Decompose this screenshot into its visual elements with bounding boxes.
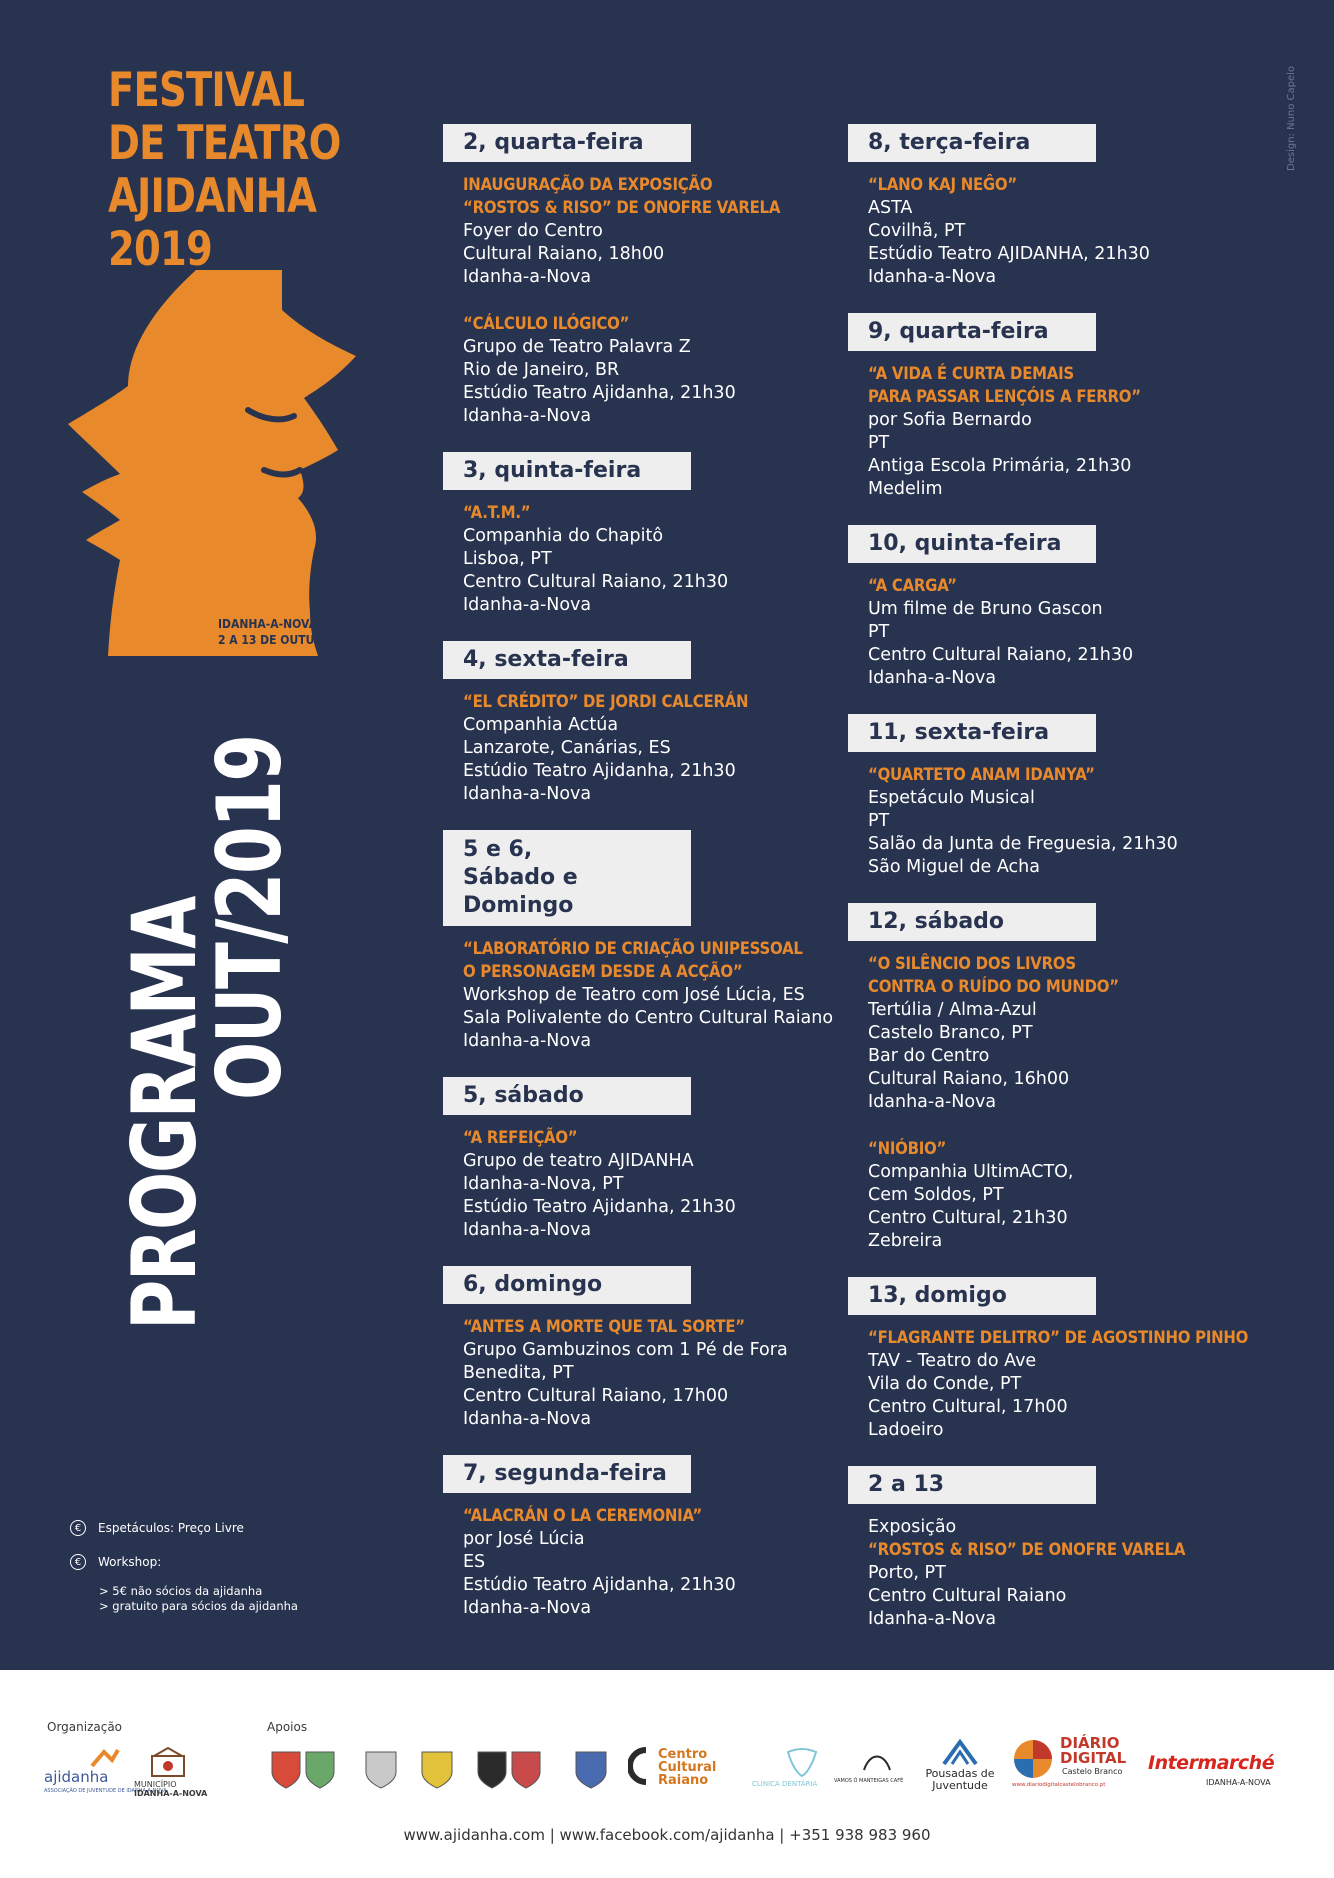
festival-title-line: 2019 — [108, 222, 212, 277]
event-detail: Benedita, PT — [463, 1363, 574, 1383]
schedule-column-1 — [443, 124, 853, 1644]
event-item — [443, 938, 853, 1053]
event-detail: Idanha-a-Nova — [868, 267, 997, 287]
event-title: “CÁLCULO ILÓGICO” — [463, 314, 630, 334]
ajidanha-logo: ajidanha ASSOCIAÇÃO DE JUVENTUDE DE IDANHA-A-NOVA — [44, 1748, 124, 1798]
organizacao-label: Organização — [47, 1720, 123, 1734]
event-type: Exposição — [868, 1517, 957, 1537]
event-detail: Workshop de Teatro com José Lúcia, ES — [463, 985, 805, 1005]
event-detail: Ladoeiro — [868, 1420, 944, 1440]
diario-digital-logo: DIÁRIO DIGITAL Castelo Branco www.diariodigitalcastelobranco.pt — [1012, 1734, 1127, 1788]
event-title: “A VIDA É CURTA DEMAIS — [868, 364, 1074, 384]
event-item — [443, 1505, 853, 1620]
event-detail: Bar do Centro — [868, 1046, 990, 1066]
event-item — [443, 174, 853, 289]
event-detail: PT — [868, 811, 890, 831]
event-title: PARA PASSAR LENÇÓIS A FERRO” — [868, 387, 1141, 407]
event-detail: Companhia Actúa — [463, 715, 619, 735]
event-detail: Cem Soldos, PT — [868, 1185, 1004, 1205]
day-header: 8, terça-feira — [848, 124, 1096, 162]
event-detail: Covilhã, PT — [868, 221, 966, 241]
euro-icon: € — [70, 1554, 86, 1570]
event-title: “O SILÊNCIO DOS LIVROS — [868, 954, 1076, 974]
event-item — [848, 1327, 1258, 1442]
event-title: “LABORATÓRIO DE CRIAÇÃO UNIPESSOAL — [463, 939, 803, 959]
event-detail: Grupo Gambuzinos com 1 Pé de Fora — [463, 1340, 788, 1360]
event-detail: Idanha-a-Nova — [463, 1598, 592, 1618]
event-detail: Idanha-a-Nova — [463, 1220, 592, 1240]
event-title: “A CARGA” — [868, 576, 957, 596]
event-detail: Um filme de Bruno Gascon — [868, 599, 1103, 619]
festival-title-line: DE TEATRO — [108, 116, 341, 171]
event-item — [848, 764, 1258, 879]
event-item — [848, 174, 1258, 289]
event-detail: Idanha-a-Nova — [463, 1031, 592, 1051]
event-detail: por Sofia Bernardo — [868, 410, 1032, 430]
day-header: 9, quarta-feira — [848, 313, 1096, 351]
event-title: “FLAGRANTE DELITRO” DE AGOSTINHO PINHO — [868, 1328, 1249, 1348]
coat-of-arms-icon — [476, 1748, 546, 1794]
event-detail: Medelim — [868, 479, 943, 499]
event-detail: Cultural Raiano, 18h00 — [463, 244, 665, 264]
apoios-label: Apoios — [267, 1720, 308, 1734]
vamos-manteigas-logo: VAMOS Ó MANTEIGAS CAFÉ — [834, 1748, 924, 1794]
event-item — [443, 502, 853, 617]
event-item — [848, 363, 1258, 501]
event-detail: Centro Cultural, 21h30 — [868, 1208, 1068, 1228]
event-detail: Lanzarote, Canárias, ES — [463, 738, 671, 758]
schedule-column-2 — [848, 124, 1258, 1655]
event-title: “A REFEIÇÃO” — [463, 1128, 578, 1148]
event-detail: Centro Cultural Raiano, 21h30 — [463, 572, 729, 592]
event-title: “ROSTOS & RISO” DE ONOFRE VARELA — [463, 198, 781, 218]
day-header: 2, quarta-feira — [443, 124, 691, 162]
event-detail: Vila do Conde, PT — [868, 1374, 1022, 1394]
event-title: “ALACRÁN O LA CEREMONIA” — [463, 1506, 702, 1526]
event-detail: Idanha-a-Nova — [463, 406, 592, 426]
event-item — [848, 575, 1258, 690]
event-detail: PT — [868, 433, 890, 453]
event-detail: ASTA — [868, 198, 913, 218]
day-header: 11, sexta-feira — [848, 714, 1096, 752]
event-detail: Lisboa, PT — [463, 549, 552, 569]
event-title: “ANTES A MORTE QUE TAL SORTE” — [463, 1317, 745, 1337]
event-item — [443, 313, 853, 428]
event-detail: Estúdio Teatro Ajidanha, 21h30 — [463, 1197, 736, 1217]
event-detail: TAV - Teatro do Ave — [868, 1351, 1037, 1371]
day-header: 4, sexta-feira — [443, 641, 691, 679]
festival-title — [108, 64, 341, 276]
program-heading — [113, 730, 310, 1330]
design-credit: Design: Nuno Capelo — [1286, 65, 1297, 171]
day-header: 6, domingo — [443, 1266, 691, 1304]
theatre-mask-icon — [68, 270, 358, 656]
event-detail: ES — [463, 1552, 486, 1572]
day-header: 5, sábado — [443, 1077, 691, 1115]
program-date: OUT/2019 — [198, 735, 301, 1100]
municipio-logo: MUNICÍPIO IDANHA-A-NOVA — [134, 1746, 224, 1802]
event-detail: Centro Cultural Raiano, 21h30 — [868, 645, 1134, 665]
event-detail: por José Lúcia — [463, 1529, 585, 1549]
day-header: 2 a 13 — [848, 1466, 1096, 1504]
event-detail: Estúdio Teatro AJIDANHA, 21h30 — [868, 244, 1150, 264]
event-item — [443, 1316, 853, 1431]
event-title: “ROSTOS & RISO” DE ONOFRE VARELA — [868, 1540, 1186, 1560]
price-info: € Espetáculos: Preço Livre € Workshop: > 5€ não sócios da ajidanha > gratuito para sócios da ajidanha — [70, 1518, 298, 1614]
event-detail: Estúdio Teatro Ajidanha, 21h30 — [463, 1575, 736, 1595]
event-detail: Idanha-a-Nova — [463, 595, 592, 615]
event-detail: Foyer do Centro — [463, 221, 603, 241]
event-item — [443, 1127, 853, 1242]
coat-of-arms-icon — [364, 1748, 400, 1794]
event-item — [848, 1516, 1258, 1631]
event-detail: Salão da Junta de Freguesia, 21h30 — [868, 834, 1178, 854]
event-detail: Zebreira — [868, 1231, 943, 1251]
event-detail: Tertúlia / Alma-Azul — [868, 1000, 1037, 1020]
program-word: PROGRAMA — [113, 897, 216, 1330]
event-detail: Rio de Janeiro, BR — [463, 360, 620, 380]
event-detail: Estúdio Teatro Ajidanha, 21h30 — [463, 383, 736, 403]
day-header: 5 e 6, Sábado e Domingo — [443, 830, 691, 926]
event-title: CONTRA O RUÍDO DO MUNDO” — [868, 977, 1119, 997]
event-detail: Centro Cultural Raiano — [868, 1586, 1067, 1606]
festival-title-line: AJIDANHA — [108, 169, 317, 224]
mask-location: IDANHA-A-NOVA 2 A 13 DE OUTUBRO — [218, 617, 341, 647]
event-title: INAUGURAÇÃO DA EXPOSIÇÃO — [463, 175, 713, 195]
intermarche-logo: Intermarché IDANHA-A-NOVA — [1148, 1752, 1275, 1787]
euro-icon: € — [70, 1520, 86, 1536]
event-detail: Antiga Escola Primária, 21h30 — [868, 456, 1132, 476]
day-header: 3, quinta-feira — [443, 452, 691, 490]
event-detail: Companhia UltimACTO, — [868, 1162, 1074, 1182]
event-item — [848, 953, 1258, 1114]
event-detail: Sala Polivalente do Centro Cultural Raiano — [463, 1008, 834, 1028]
event-detail: Centro Cultural, 17h00 — [868, 1397, 1068, 1417]
event-detail: PT — [868, 622, 890, 642]
day-header: 12, sábado — [848, 903, 1096, 941]
coat-of-arms-icon — [574, 1748, 610, 1794]
event-title: “QUARTETO ANAM IDANYA” — [868, 765, 1095, 785]
centro-cultural-raiano-logo: Centro Cultural Raiano — [628, 1746, 748, 1792]
coat-of-arms-icon — [420, 1748, 456, 1794]
event-title: “NIÓBIO” — [868, 1139, 947, 1159]
event-detail: Idanha-a-Nova — [868, 1609, 997, 1629]
clinica-dentaria-logo: CLÍNICA DENTÁRIA — [752, 1748, 852, 1794]
coat-of-arms-icon — [270, 1748, 340, 1794]
day-header: 7, segunda-feira — [443, 1455, 691, 1493]
event-item — [443, 691, 853, 806]
event-detail: Estúdio Teatro Ajidanha, 21h30 — [463, 761, 736, 781]
event-detail: Idanha-a-Nova — [463, 1409, 592, 1429]
event-detail: Companhia do Chapitô — [463, 526, 664, 546]
event-detail: Idanha-a-Nova — [868, 1092, 997, 1112]
day-header: 10, quinta-feira — [848, 525, 1096, 563]
event-detail: Idanha-a-Nova — [463, 784, 592, 804]
event-title: “LANO KAJ NEĜO” — [868, 175, 1017, 195]
event-title: O PERSONAGEM DESDE A ACÇÃO” — [463, 962, 743, 982]
day-header: 13, domigo — [848, 1277, 1096, 1315]
event-detail: Idanha-a-Nova — [868, 668, 997, 688]
pousadas-juventude-logo: Pousadas de Juventude — [922, 1738, 998, 1794]
event-detail: Espetáculo Musical — [868, 788, 1035, 808]
event-title: “A.T.M.” — [463, 503, 531, 523]
festival-title-line: FESTIVAL — [108, 63, 305, 118]
event-title: “EL CRÉDITO” DE JORDI CALCERÁN — [463, 692, 749, 712]
event-detail: São Miguel de Acha — [868, 857, 1040, 877]
event-detail: Castelo Branco, PT — [868, 1023, 1033, 1043]
event-detail: Centro Cultural Raiano, 17h00 — [463, 1386, 729, 1406]
event-detail: Porto, PT — [868, 1563, 946, 1583]
event-detail: Idanha-a-Nova, PT — [463, 1174, 624, 1194]
contact-info: www.ajidanha.com | www.facebook.com/ajidanha | +351 938 983 960 — [403, 1826, 931, 1844]
event-detail: Grupo de Teatro Palavra Z — [463, 337, 691, 357]
event-detail: Grupo de teatro AJIDANHA — [463, 1151, 694, 1171]
event-detail: Cultural Raiano, 16h00 — [868, 1069, 1070, 1089]
event-item — [848, 1138, 1258, 1253]
event-detail: Idanha-a-Nova — [463, 267, 592, 287]
